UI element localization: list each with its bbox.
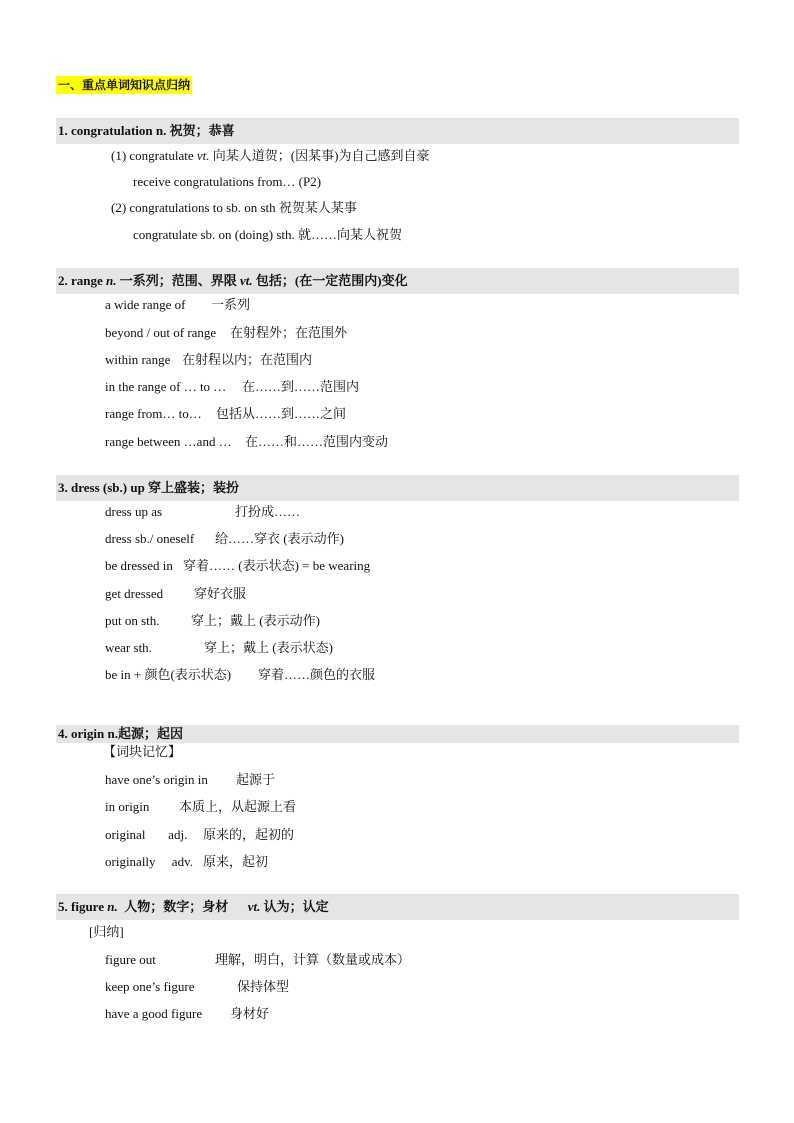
section-heading: 一、重点单词知识点归纳 <box>58 78 191 92</box>
entry-header-origin: 4. origin n.起源；起因 <box>56 725 739 743</box>
entry-header-dress-up: 3. dress (sb.) up 穿上盛装；装扮 <box>56 475 739 501</box>
phrase-cn: 包括从……到……之间 <box>216 406 347 421</box>
entry-text: (1) congratulate <box>111 148 194 163</box>
part-of-speech: vt. <box>196 148 210 163</box>
phrase-cn: 穿着…… (表示状态) = be wearing <box>183 558 371 573</box>
header-word: 5. figure <box>58 899 108 914</box>
phrase-en: dress sb./ oneself <box>105 531 195 546</box>
entry-line: (2) congratulations to sb. on sth 祝贺某人某事 <box>111 200 357 215</box>
phrase-en: be dressed in <box>105 558 173 573</box>
phrase-en: put on sth. <box>105 613 160 628</box>
phrase-en: a wide range of <box>105 297 186 312</box>
header-meaning: 认为；认定 <box>260 899 329 914</box>
phrase-cn: 给……穿衣 (表示动作) <box>215 531 344 546</box>
phrase-en: range between …and … <box>105 434 232 449</box>
phrase-en: have one’s origin in <box>105 772 208 787</box>
phrase-cn: 穿好衣服 <box>194 586 247 601</box>
header-meaning: 一系列；范围、界限 <box>116 273 241 288</box>
phrase-cn: 在射程外；在范围外 <box>230 325 348 340</box>
entry-line: congratulate sb. on (doing) sth. 就……向某人祝贺 <box>133 227 402 242</box>
phrase-en: get dressed <box>105 586 164 601</box>
header-meaning: 包括；(在一定范围内)变化 <box>252 273 408 288</box>
part-of-speech: vt. <box>247 899 261 914</box>
phrase-en: have a good figure <box>105 1006 203 1021</box>
phrase-cn: 穿上；戴上 (表示状态) <box>204 640 333 655</box>
phrase-cn: 理解，明白，计算（数量或成本） <box>215 952 411 967</box>
phrase-en: figure out <box>105 952 156 967</box>
phrase-en: original adj. <box>105 827 188 842</box>
entry-line <box>111 148 429 164</box>
phrase-en: in the range of … to … <box>105 379 227 394</box>
entry-translation: 向某人道贺；(因某事)为自己感到自豪 <box>209 148 430 163</box>
phrase-cn: 原来，起初 <box>203 854 269 869</box>
phrase-cn: 身材好 <box>230 1006 270 1021</box>
part-of-speech: vt. <box>240 273 253 288</box>
phrase-cn: 起源于 <box>236 772 276 787</box>
phrase-en: range from… to… <box>105 406 202 421</box>
phrase-cn: 一系列 <box>211 297 251 312</box>
part-of-speech: n. <box>106 273 117 288</box>
entry-line: receive congratulations from… (P2) <box>133 174 322 189</box>
phrase-cn: 穿上；戴上 (表示动作) <box>191 613 320 628</box>
header-meaning: 人物；数字；身材 <box>117 899 248 914</box>
phrase-cn: 穿着……颜色的衣服 <box>258 667 376 682</box>
phrase-en: be in + 颜色(表示状态) <box>105 667 232 682</box>
phrase-en: within range <box>105 352 171 367</box>
entry-header-range <box>56 268 739 294</box>
part-of-speech: n. <box>107 899 118 914</box>
phrase-en: dress up as <box>105 504 163 519</box>
phrase-cn: 原来的，起初的 <box>203 827 295 842</box>
phrase-en: keep one’s figure <box>105 979 195 994</box>
phrase-en: beyond / out of range <box>105 325 217 340</box>
phrase-en: wear sth. <box>105 640 152 655</box>
phrase-cn: 在……到……范围内 <box>242 379 360 394</box>
phrase-en: originally adv. <box>105 854 193 869</box>
phrase-cn: 打扮成…… <box>235 504 301 519</box>
entry-header-congratulation: 1. congratulation n. 祝贺；恭喜 <box>56 118 739 144</box>
phrase-en: in origin <box>105 799 150 814</box>
phrase-cn: 保持体型 <box>237 979 290 994</box>
entry-header-figure <box>56 894 739 920</box>
phrase-cn: 在……和……范围内变动 <box>245 434 389 449</box>
header-word: 2. range <box>58 273 107 288</box>
note-label: 【词块记忆】 <box>103 744 182 759</box>
note-label: [归纳] <box>89 924 124 939</box>
phrase-cn: 本质上，从起源上看 <box>179 799 297 814</box>
phrase-cn: 在射程以内；在范围内 <box>182 352 313 367</box>
